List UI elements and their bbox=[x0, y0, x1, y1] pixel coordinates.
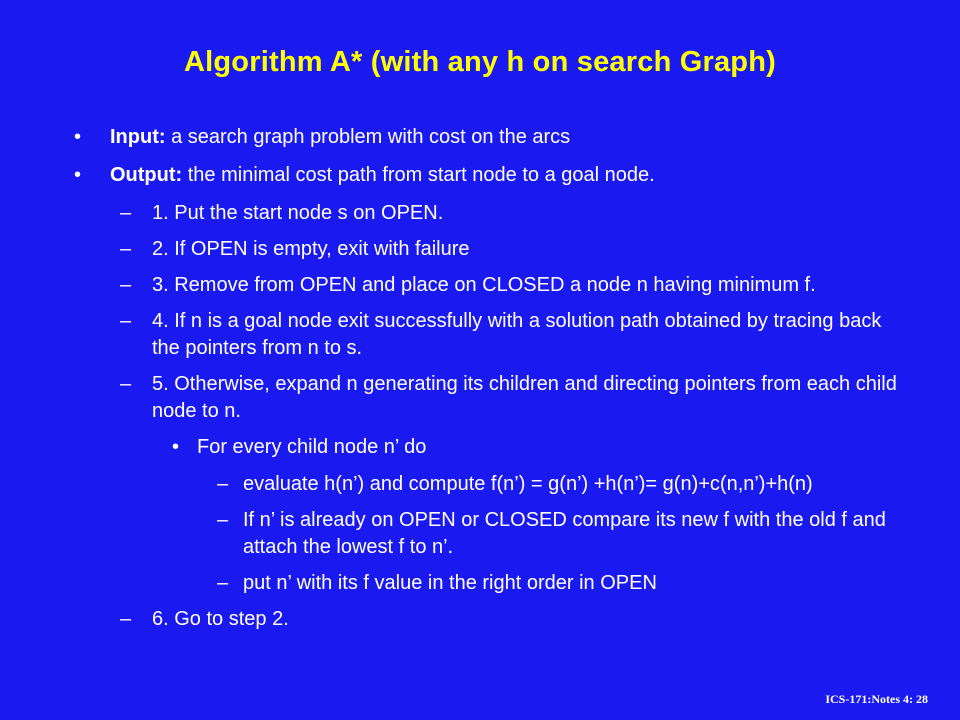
step-text: 5. Otherwise, expand n generating its children and directing pointers from each child node to n. bbox=[152, 373, 897, 422]
dash-marker: – bbox=[120, 608, 132, 630]
dash-marker: – bbox=[120, 202, 132, 224]
bullet-marker: • bbox=[74, 164, 82, 186]
dash-marker: – bbox=[120, 238, 132, 260]
slide-content bbox=[70, 124, 910, 642]
bullet-input bbox=[70, 124, 910, 151]
step-4 bbox=[70, 308, 910, 362]
step-1 bbox=[70, 200, 910, 227]
step-text: 4. If n is a goal node exit successfully with a solution path obtained by tracing back the pointers from n to s. bbox=[152, 310, 882, 359]
bullet-marker: • bbox=[172, 436, 180, 458]
dash-marker: – bbox=[120, 373, 132, 395]
input-label: Input: bbox=[110, 126, 166, 148]
step-2 bbox=[70, 236, 910, 263]
dash-marker: – bbox=[120, 274, 132, 296]
output-label: Output: bbox=[110, 164, 183, 186]
dash-marker: – bbox=[120, 310, 132, 332]
bullet-marker: • bbox=[74, 126, 82, 148]
output-text: the minimal cost path from start node to a goal node. bbox=[182, 164, 655, 186]
dash-marker: – bbox=[217, 572, 229, 594]
child-step-2 bbox=[70, 507, 910, 561]
child-loop bbox=[70, 434, 910, 461]
step-text: 2. If OPEN is empty, exit with failure bbox=[152, 238, 470, 260]
child-step-3 bbox=[70, 570, 910, 597]
child-step-1 bbox=[70, 471, 910, 498]
bullet-output bbox=[70, 162, 910, 189]
child-step-text: put n’ with its f value in the right order in OPEN bbox=[243, 572, 657, 594]
input-text: a search graph problem with cost on the arcs bbox=[165, 126, 571, 148]
step-3 bbox=[70, 272, 910, 299]
child-step-text: evaluate h(n’) and compute f(n’) = g(n’) +h(n’)= g(n)+c(n,n’)+h(n) bbox=[243, 473, 813, 495]
slide-title: Algorithm A* (with any h on search Graph) bbox=[183, 46, 776, 78]
step-text: 3. Remove from OPEN and place on CLOSED a node n having minimum f. bbox=[152, 274, 816, 296]
dash-marker: – bbox=[217, 509, 229, 531]
child-loop-text: For every child node n’ do bbox=[197, 436, 427, 458]
step-6 bbox=[70, 606, 910, 633]
slide-footer: ICS-171:Notes 4: 28 bbox=[825, 692, 928, 706]
dash-marker: – bbox=[217, 473, 229, 495]
step-text: 1. Put the start node s on OPEN. bbox=[152, 202, 444, 224]
step-5 bbox=[70, 371, 910, 425]
child-step-text: If n’ is already on OPEN or CLOSED compare its new f with the old f and attach the lowest f to n’. bbox=[243, 509, 886, 558]
step-text: 6. Go to step 2. bbox=[152, 608, 289, 630]
